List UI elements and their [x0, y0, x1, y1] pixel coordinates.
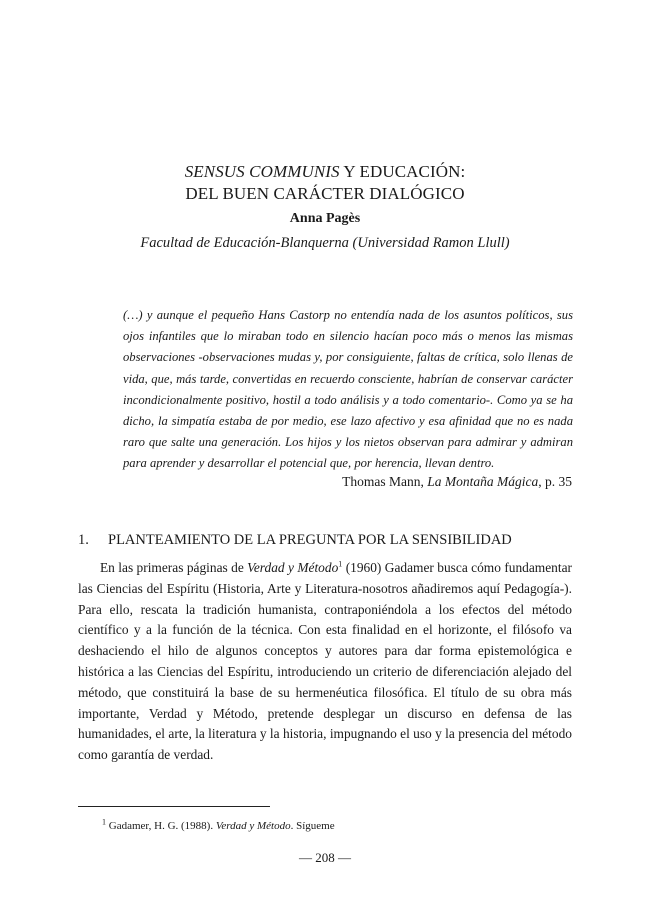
author-name: Anna Pagès	[289, 211, 361, 226]
page-number: — 208 —	[299, 850, 351, 865]
body-text-part-2: (1960) Gadamer busca cómo fundamentar las Ciencias del Espíritu (Historia, Arte y Literatura-nosotros añadiremos aquí Pedagogía-). Para ello, rescata la tradición humanista, contraponiéndola a los efectos del método científico y a la función de la técnica. Con esta finalidad en el horizonte, el filósofo va deshaciendo el hilo de algunos conceptos y autores para dar forma epistemológica e histórica a las Ciencias del Espíritu, introduciendo un criterio de diferenciación alejado del método, que constituirá la base de su hermenéutica filosófica. El título de su obra más importante, Verdad y Método, pretende desplegar un discurso en defensa de las humanidades, el arte, la literatura y la historia, impugnando el uso y la presencia del método como garantía de verdad.	[78, 560, 572, 763]
footnote-text-part-2: . Sígueme	[290, 820, 335, 832]
epigraph-source-page: , p. 35	[538, 474, 572, 489]
epigraph-source	[342, 474, 572, 490]
section-number: 1.	[78, 532, 89, 548]
title-line-2: DEL BUEN CARÁCTER DIALÓGICO	[185, 184, 465, 203]
section-title: PLANTEAMIENTO DE LA PREGUNTA POR LA SENSIBILIDAD	[108, 532, 512, 548]
title-line-1	[0, 161, 650, 183]
author-affiliation: Facultad de Educación-Blanquerna (Universidad Ramon Llull)	[140, 235, 510, 251]
section-heading	[78, 532, 512, 549]
footnote-divider	[78, 806, 270, 807]
footnote-work-title: Verdad y Método	[215, 820, 291, 832]
title-line-1-rest: Y EDUCACIÓN:	[339, 162, 466, 181]
epigraph-source-author: Thomas Mann,	[342, 474, 428, 489]
body-text-part-1: En las primeras páginas de	[100, 560, 248, 575]
footnote	[102, 817, 335, 832]
epigraph-source-work: La Montaña Mágica	[427, 474, 539, 489]
title-italic-term: SENSUS COMMUNIS	[184, 162, 340, 181]
footnote-reference[interactable]: 1	[338, 559, 343, 569]
footnote-number: 1	[102, 817, 106, 827]
footnote-text-part-1: Gadamer, H. G. (1988).	[106, 820, 216, 832]
body-work-title: Verdad y Método	[247, 560, 339, 575]
epigraph-quote: (…) y aunque el pequeño Hans Castorp no entendía nada de los asuntos políticos, sus ojos infantiles que lo miraban todo en silencio hacían poco más o menos las mismas observaciones -observaciones mudas y, por consiguiente, faltas de crítica, solo llenas de vida, que, más tarde, convertidas en recuerdo consciente, habrían de conservar carácter incondicionalmente positivo, hostil a todo análisis y a todo comentario-. Como ya se ha dicho, la simpatía estaba de por medio, ese lazo afectivo y esa afinidad que no es nada raro que salte una generación. Los hijos y los nietos observan para admirar y admiran para aprender y desarrollar el potencial que, por herencia, llevan dentro.	[123, 308, 573, 471]
article-title	[0, 161, 650, 205]
body-paragraph	[78, 558, 572, 766]
